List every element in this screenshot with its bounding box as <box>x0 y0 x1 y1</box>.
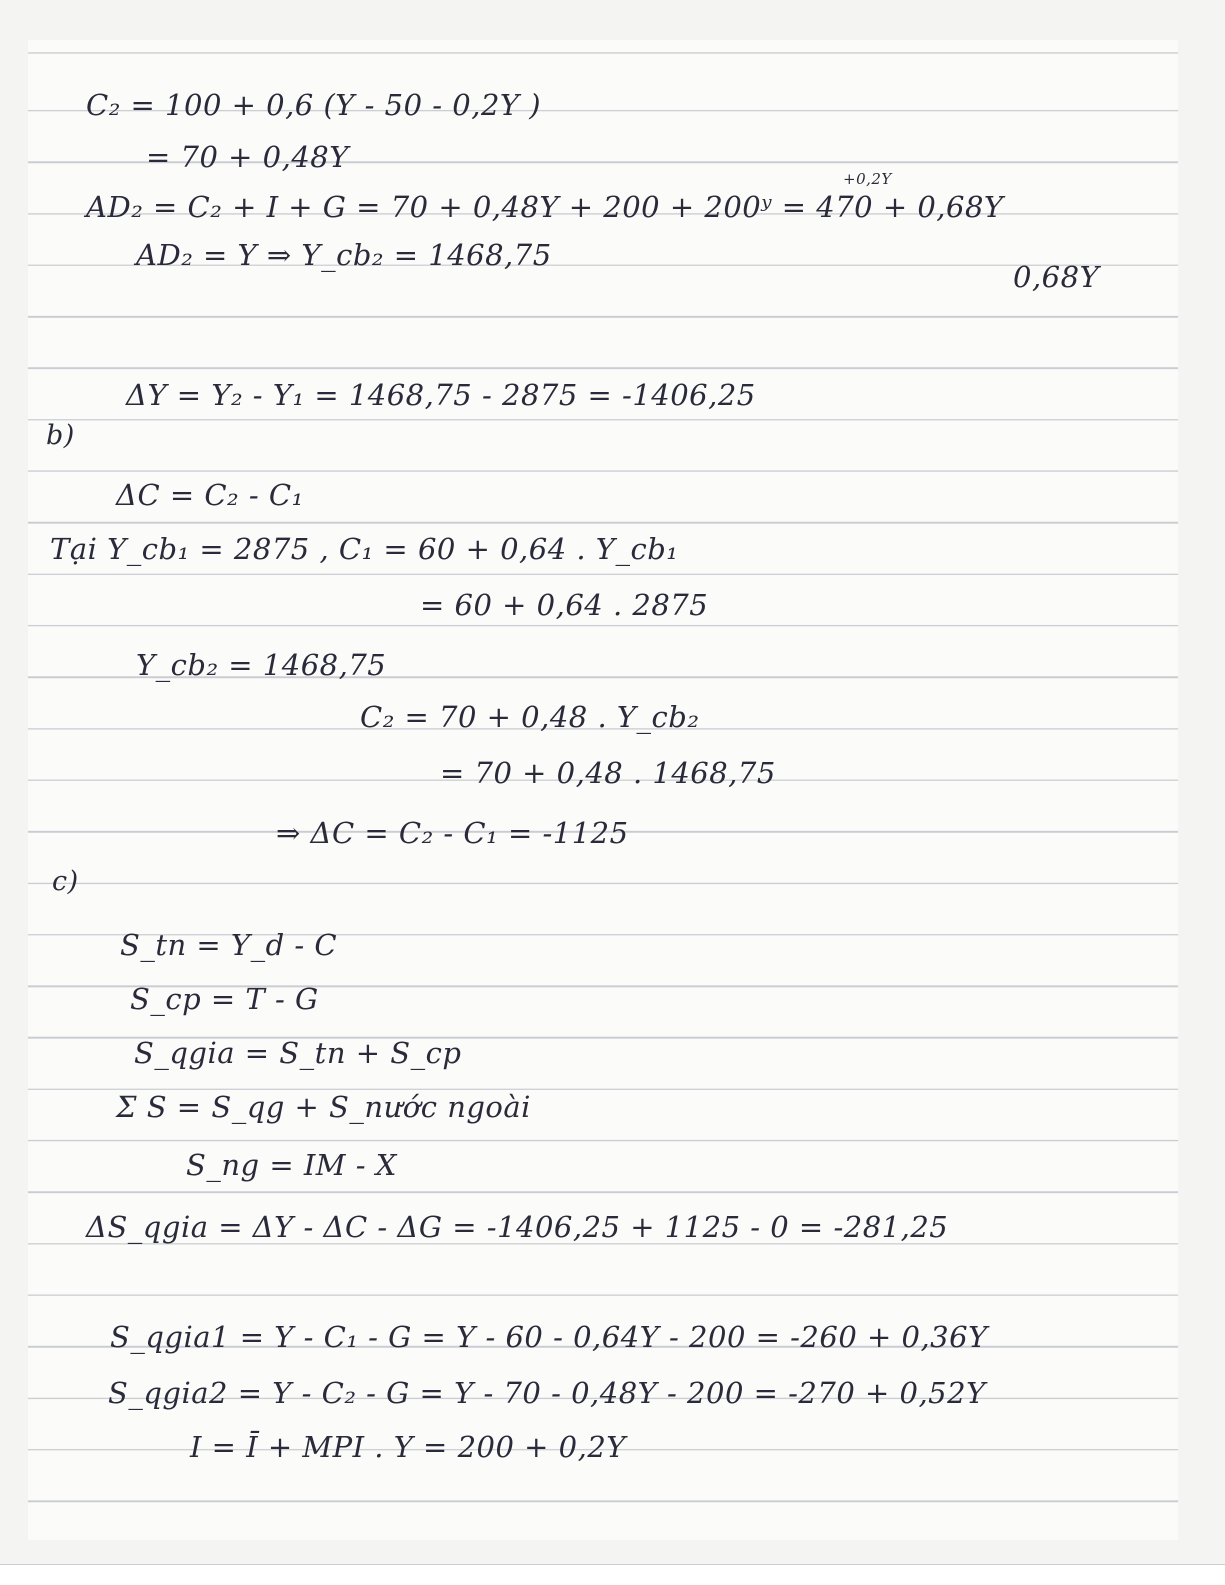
eq-total-savings: Σ S = S_qg + S_nước ngoài <box>116 1090 531 1124</box>
eq-ycb2: AD₂ = Y ⇒ Y_cb₂ = 1468,75 <box>136 238 552 272</box>
eq-s-cp: S_cp = T - G <box>130 982 319 1016</box>
eq-delta-s-qgia: ΔS_qgia = ΔY - ΔC - ΔG = -1406,25 + 1125 - 0 = -281,25 <box>86 1210 949 1244</box>
eq-c2-simplified: = 70 + 0,48Y <box>146 140 349 174</box>
eq-delta-c: ΔC = C₂ - C₁ <box>116 478 304 512</box>
note-plus-02y: +0,2Y <box>843 170 892 188</box>
eq-delta-c-result: ⇒ ΔC = C₂ - C₁ = -1125 <box>276 816 629 850</box>
eq-s-tn: S_tn = Y_d - C <box>120 928 338 962</box>
eq-ycb2-value: Y_cb₂ = 1468,75 <box>136 648 387 682</box>
eq-s-ng: S_ng = IM - X <box>186 1148 397 1182</box>
viewer-bottom-bar <box>0 1564 1225 1585</box>
eq-c2-at-ycb2: C₂ = 70 + 0,48 . Y_cb₂ <box>360 700 700 734</box>
eq-s-qgia2: S_qgia2 = Y - C₂ - G = Y - 70 - 0,48Y - 200 = -270 + 0,52Y <box>108 1376 986 1410</box>
section-b-label: b) <box>46 420 75 451</box>
eq-ad2: AD₂ = C₂ + I + G = 70 + 0,48Y + 200 + 200ʸ = 470 + 0,68Y <box>86 190 1004 224</box>
eq-investment: I = Ī + MPI . Y = 200 + 0,2Y <box>190 1430 626 1464</box>
eq-c2-value: = 70 + 0,48 . 1468,75 <box>440 756 776 790</box>
eq-s-qgia: S_qgia = S_tn + S_cp <box>134 1036 462 1070</box>
section-c-label: c) <box>52 866 79 897</box>
eq-c1-at-ycb1: Tại Y_cb₁ = 2875 , C₁ = 60 + 0,64 . Y_cb₁ <box>50 532 679 566</box>
eq-c1-value: = 60 + 0,64 . 2875 <box>420 588 709 622</box>
eq-s-qgia1: S_qgia1 = Y - C₁ - G = Y - 60 - 0,64Y - 200 = -260 + 0,36Y <box>110 1320 988 1354</box>
note-068y: 0,68Y <box>1013 260 1100 294</box>
notebook-page <box>28 40 1178 1540</box>
eq-delta-y: ΔY = Y₂ - Y₁ = 1468,75 - 2875 = -1406,25 <box>126 378 756 412</box>
eq-c2-definition: C₂ = 100 + 0,6 (Y - 50 - 0,2Y ) <box>86 88 542 122</box>
